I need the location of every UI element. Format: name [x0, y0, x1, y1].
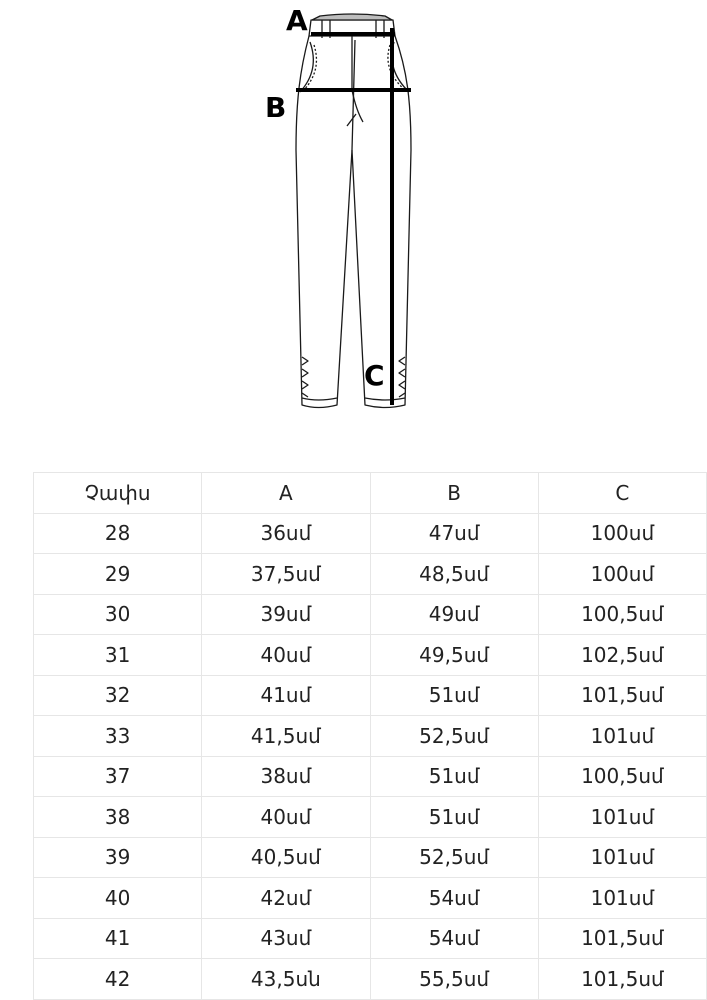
cell-b: 49սմ: [370, 594, 538, 635]
pants-drawing: [0, 0, 707, 440]
cell-c: 100սմ: [538, 513, 706, 554]
cell-a: 40սմ: [202, 797, 370, 838]
header-size: Չափս: [34, 473, 202, 514]
header-b: B: [370, 473, 538, 514]
cell-a: 39սմ: [202, 594, 370, 635]
label-c: C: [364, 359, 385, 392]
cell-size: 30: [34, 594, 202, 635]
cell-size: 28: [34, 513, 202, 554]
cell-c: 100սմ: [538, 554, 706, 595]
cell-b: 51սմ: [370, 756, 538, 797]
cell-a: 40,5սմ: [202, 837, 370, 878]
cell-size: 29: [34, 554, 202, 595]
header-a: A: [202, 473, 370, 514]
cell-b: 52,5սմ: [370, 716, 538, 757]
cell-a: 37,5սմ: [202, 554, 370, 595]
pants-measurement-diagram: [0, 0, 707, 440]
table-header-row: [34, 473, 707, 514]
cell-size: 39: [34, 837, 202, 878]
cell-c: 101,5սմ: [538, 918, 706, 959]
cell-b: 54սմ: [370, 878, 538, 919]
table-row: [34, 959, 707, 1000]
cell-b: 49,5սմ: [370, 635, 538, 676]
cell-size: 33: [34, 716, 202, 757]
cell-c: 100,5սմ: [538, 756, 706, 797]
cell-size: 40: [34, 878, 202, 919]
cell-size: 31: [34, 635, 202, 676]
cell-a: 38սմ: [202, 756, 370, 797]
cell-c: 101,5սմ: [538, 675, 706, 716]
table-row: [34, 837, 707, 878]
cell-size: 38: [34, 797, 202, 838]
label-a: A: [286, 4, 308, 37]
cell-a: 43սմ: [202, 918, 370, 959]
table-row: [34, 716, 707, 757]
cell-a: 42սմ: [202, 878, 370, 919]
table-row: [34, 797, 707, 838]
cell-b: 52,5սմ: [370, 837, 538, 878]
table-row: [34, 756, 707, 797]
cell-b: 47սմ: [370, 513, 538, 554]
cell-c: 101սմ: [538, 716, 706, 757]
cell-c: 101սմ: [538, 797, 706, 838]
cell-a: 41,5սմ: [202, 716, 370, 757]
table-row: [34, 878, 707, 919]
cell-b: 48,5սմ: [370, 554, 538, 595]
cell-a: 40սմ: [202, 635, 370, 676]
cell-b: 51սմ: [370, 797, 538, 838]
table-row: [34, 594, 707, 635]
cell-c: 101սմ: [538, 878, 706, 919]
table-row: [34, 918, 707, 959]
cell-a: 43,5սն: [202, 959, 370, 1000]
cell-a: 41սմ: [202, 675, 370, 716]
cell-b: 55,5սմ: [370, 959, 538, 1000]
size-chart-table: [33, 472, 707, 1000]
cell-size: 42: [34, 959, 202, 1000]
table-row: [34, 675, 707, 716]
cell-size: 37: [34, 756, 202, 797]
cell-size: 32: [34, 675, 202, 716]
table-row: [34, 513, 707, 554]
table-row: [34, 554, 707, 595]
cell-b: 54սմ: [370, 918, 538, 959]
table-row: [34, 635, 707, 676]
cell-c: 101սմ: [538, 837, 706, 878]
header-c: C: [538, 473, 706, 514]
cell-c: 101,5սմ: [538, 959, 706, 1000]
label-b: B: [265, 91, 287, 124]
cell-size: 41: [34, 918, 202, 959]
cell-c: 100,5սմ: [538, 594, 706, 635]
cell-c: 102,5սմ: [538, 635, 706, 676]
cell-b: 51սմ: [370, 675, 538, 716]
cell-a: 36սմ: [202, 513, 370, 554]
